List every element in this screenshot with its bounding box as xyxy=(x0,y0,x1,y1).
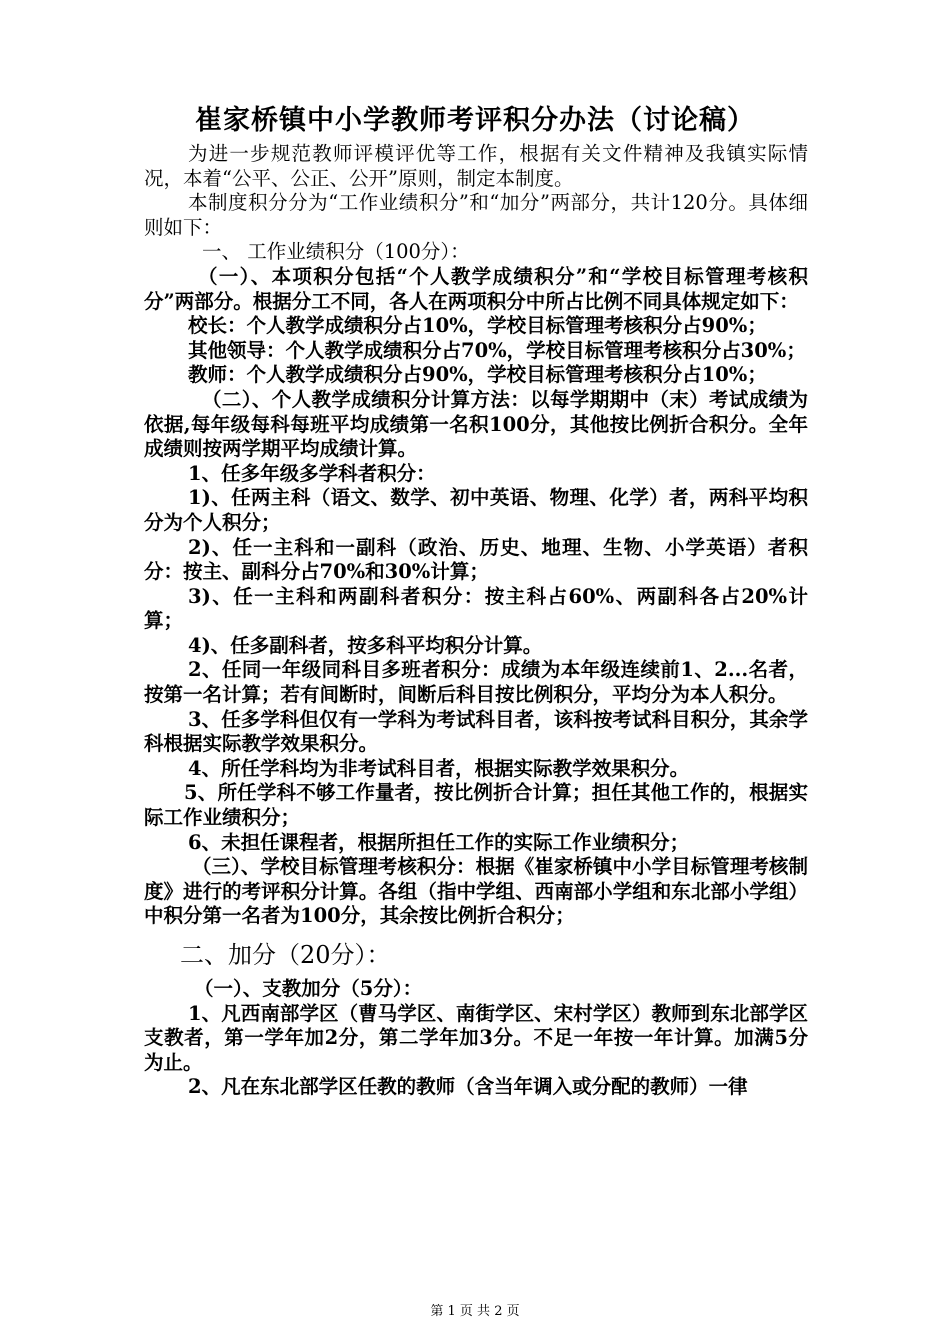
item-1-1: 1)、任两主科（语文、数学、初中英语、物理、化学）者，两科平均积分为个人积分； xyxy=(144,486,808,534)
heading-section-2: 二、加分（20分）： xyxy=(180,941,391,969)
item-2-1-2: 2、凡在东北部学区任教的教师（含当年调入或分配的教师）一律 xyxy=(188,1075,748,1099)
item-1-4: 4)、任多副科者，按多科平均积分计算。 xyxy=(188,633,543,657)
item-2-1-1: 1、凡西南部学区（曹马学区、南街学区、宋村学区）教师到东北部学区支教者，第一学年加2分，第二学年加3分。不足一年按一年计算。加满5分为止。 xyxy=(144,1001,808,1074)
item-5: 5、所任学科不够工作量者，按比例折合计算；担任其他工作的，根据实际工作业绩积分； xyxy=(144,781,808,830)
page-footer: 第 1 页 共 2 页 xyxy=(430,1304,520,1319)
item-2: 2、任同一年级同科目多班者积分：成绩为本年级连续前1、2...名者，按第一名计算；若有间断时，间断后科目按比例积分，平均分为本人积分。 xyxy=(144,658,808,707)
paragraph-overview: 本制度积分分为“工作业绩积分”和“加分”两部分，共计120分。具体细则如下： xyxy=(144,191,808,239)
paragraph-teachers: 教师：个人教学成绩积分占90%，学校目标管理考核积分占10%； xyxy=(188,363,767,387)
item-4: 4、所任学科均为非考试科目者，根据实际教学效果积分。 xyxy=(188,756,690,780)
item-1: 1、任多年级多学科者积分： xyxy=(188,461,436,485)
paragraph-1-1: （一）、本项积分包括“个人教学成绩积分”和“学校目标管理考核积分”两部分。根据分工不同，各人在两项积分中所占比例不同具体规定如下： xyxy=(144,264,808,313)
paragraph-other-leaders: 其他领导：个人教学成绩积分占70%，学校目标管理考核积分占30%； xyxy=(188,338,806,362)
paragraph-intro: 为进一步规范教师评模评优等工作，根据有关文件精神及我镇实际情况，本着“公平、公正、公开”原则，制定本制度。 xyxy=(144,142,808,190)
paragraph-1-3: （三）、学校目标管理考核积分：根据《崔家桥镇中小学目标管理考核制度》进行的考评积分计算。各组（指中学组、西南部小学组和东北部小学组）中积分第一名者为100分，其余按比例折合积分； xyxy=(144,855,808,928)
paragraph-2-1: （一）、支教加分（5分）： xyxy=(194,977,423,1000)
document-body xyxy=(144,142,808,1100)
item-6: 6、未担任课程者，根据所担任工作的实际工作业绩积分； xyxy=(188,830,690,854)
document-title: 崔家桥镇中小学教师考评积分办法（讨论稿） xyxy=(195,105,755,136)
paragraph-1-2: （二）、个人教学成绩积分计算方法：以每学期期中（末）考试成绩为依据,每年级每科每班平均成绩第一名积100分，其他按比例折合积分。全年成绩则按两学期平均成绩计算。 xyxy=(144,387,808,461)
paragraph-principal: 校长：个人教学成绩积分占10%，学校目标管理考核积分占90%； xyxy=(188,314,767,338)
heading-section-1: 一、 工作业绩积分（100分）： xyxy=(202,240,470,264)
item-1-2: 2)、任一主科和一副科（政治、历史、地理、生物、小学英语）者积分：按主、副科分占70%和30%计算； xyxy=(144,535,808,584)
item-3: 3、任多学科但仅有一学科为考试科目者，该科按考试科目积分，其余学科根据实际教学效果积分。 xyxy=(144,707,808,756)
item-1-3: 3)、任一主科和两副科者积分：按主科占60%、两副科各占20%计算； xyxy=(144,584,808,633)
